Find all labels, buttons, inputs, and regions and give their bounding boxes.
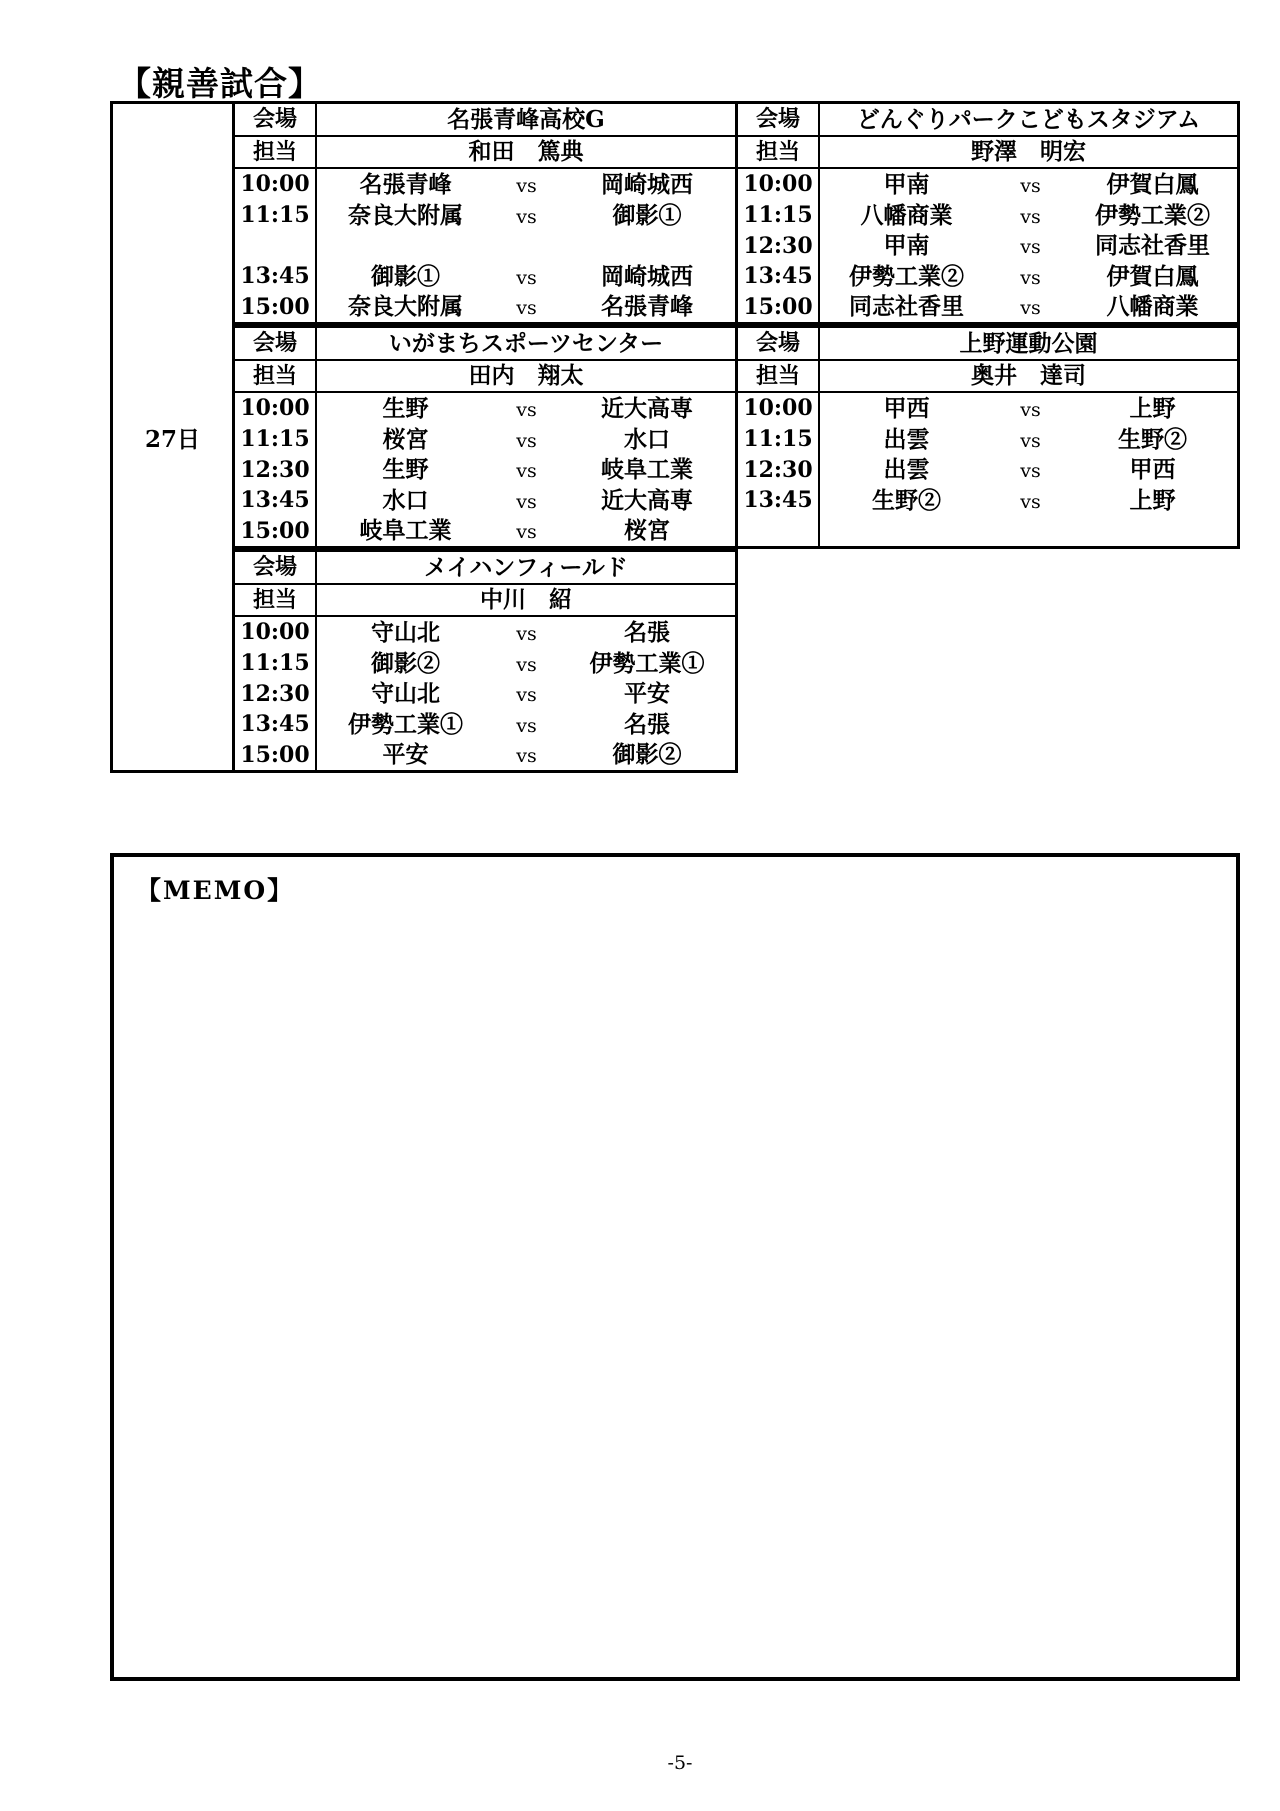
match-time: 15:00 — [235, 515, 317, 546]
away-team: 伊賀白鳳 — [1106, 262, 1199, 290]
home-team: 守山北 — [371, 680, 440, 708]
match-cells — [820, 393, 1237, 424]
venue-row — [738, 328, 1237, 361]
vs-label: vs — [516, 521, 537, 544]
match-row — [235, 678, 735, 709]
home-team: 生野 — [382, 456, 429, 484]
venue-block — [735, 101, 1240, 325]
away-team: 八幡商業 — [1106, 293, 1199, 321]
match-cells — [820, 424, 1237, 455]
venue-block — [232, 101, 738, 325]
vs-label: vs — [516, 266, 537, 289]
match-cells — [317, 617, 735, 648]
match-time: 10:00 — [235, 617, 317, 648]
match-time: 11:15 — [235, 200, 317, 231]
match-cells — [820, 291, 1237, 322]
venue-label: 会場 — [235, 328, 317, 359]
match-row — [235, 485, 735, 516]
match-cells — [820, 515, 1237, 546]
match-time: 11:15 — [738, 200, 820, 231]
home-team: 平安 — [382, 741, 429, 769]
staff-row — [738, 137, 1237, 170]
away-team: 岐阜工業 — [601, 456, 693, 484]
home-team: 御影② — [371, 649, 440, 677]
match-time: 10:00 — [738, 169, 820, 200]
home-team: 生野 — [382, 394, 429, 422]
away-team: 水口 — [624, 425, 670, 453]
match-row — [738, 515, 1237, 546]
match-row — [235, 454, 735, 485]
home-team: 生野② — [872, 486, 941, 514]
match-time — [738, 515, 820, 546]
away-team: 桜宮 — [624, 517, 670, 545]
match-time: 11:15 — [235, 648, 317, 679]
away-team: 御影① — [612, 201, 682, 229]
date-cell — [110, 101, 235, 773]
away-team: 伊賀白鳳 — [1106, 170, 1199, 198]
venue-row — [738, 104, 1237, 137]
vs-label — [494, 244, 559, 248]
match-row — [235, 261, 735, 292]
match-cells — [820, 485, 1237, 516]
match-cells — [317, 709, 735, 740]
match-row — [235, 230, 735, 261]
match-cells — [820, 261, 1237, 292]
match-time: 13:45 — [235, 485, 317, 516]
home-team: 奈良大附属 — [348, 293, 463, 321]
match-cells — [317, 230, 735, 261]
match-time: 11:15 — [235, 424, 317, 455]
venue-name: いがまちスポーツセンター — [388, 329, 664, 357]
match-row — [738, 169, 1237, 200]
match-row — [235, 393, 735, 424]
vs-label: vs — [1020, 490, 1041, 513]
staff-label: 担当 — [235, 137, 317, 168]
match-cells — [820, 230, 1237, 261]
match-time: 15:00 — [235, 739, 317, 770]
staff-label: 担当 — [738, 137, 820, 168]
staff-label: 担当 — [235, 585, 317, 616]
venue-row — [235, 552, 735, 585]
match-time: 15:00 — [235, 291, 317, 322]
home-team: 甲南 — [883, 170, 930, 198]
vs-label: vs — [1020, 174, 1041, 197]
away-team: 近大高専 — [601, 394, 693, 422]
vs-label: vs — [516, 398, 537, 421]
home-team: 御影① — [371, 262, 440, 290]
venue-row — [235, 328, 735, 361]
match-row — [235, 169, 735, 200]
memo-title: 【MEMO】 — [136, 876, 295, 905]
staff-name: 中川 紹 — [480, 586, 572, 614]
venue-block — [232, 325, 738, 549]
match-row — [738, 393, 1237, 424]
home-team: 出雲 — [883, 456, 930, 484]
match-row — [235, 200, 735, 231]
match-row — [738, 424, 1237, 455]
date-label: 27日 — [144, 425, 200, 453]
match-time: 12:30 — [738, 230, 820, 261]
away-team: 生野② — [1118, 425, 1187, 453]
vs-label: vs — [516, 460, 537, 483]
vs-label: vs — [1020, 460, 1041, 483]
venue-name: メイハンフィールド — [424, 553, 628, 581]
match-cells — [820, 454, 1237, 485]
match-row — [235, 739, 735, 770]
staff-name: 野澤 明宏 — [971, 138, 1086, 166]
match-row — [738, 230, 1237, 261]
match-cells — [317, 424, 735, 455]
match-row — [235, 515, 735, 546]
vs-label: vs — [516, 429, 537, 452]
away-team: 岡崎城西 — [601, 170, 693, 198]
vs-label: vs — [516, 174, 537, 197]
match-row — [235, 709, 735, 740]
section-title: 【親善試合】 — [118, 64, 322, 103]
match-cells — [317, 739, 735, 770]
home-team: 桜宮 — [382, 425, 429, 453]
staff-name: 田内 翔太 — [468, 362, 584, 390]
match-time: 12:30 — [235, 678, 317, 709]
match-cells — [820, 169, 1237, 200]
home-team: 岐阜工業 — [359, 517, 452, 545]
match-cells — [317, 200, 735, 231]
venue-name: どんぐりパークこどもスタジアム — [856, 105, 1201, 133]
away-team: 伊勢工業② — [1095, 201, 1210, 229]
home-team: 奈良大附属 — [348, 201, 463, 229]
match-time: 13:45 — [235, 261, 317, 292]
home-team: 伊勢工業① — [348, 710, 463, 738]
vs-label: vs — [516, 653, 537, 676]
vs-label: vs — [516, 745, 537, 768]
venue-row — [235, 104, 735, 137]
venue-label: 会場 — [235, 552, 317, 583]
vs-label: vs — [1020, 266, 1041, 289]
vs-label: vs — [1020, 297, 1041, 320]
match-cells — [317, 169, 735, 200]
away-team: 上野 — [1129, 394, 1176, 422]
staff-row — [235, 137, 735, 170]
home-team: 甲西 — [883, 394, 930, 422]
vs-label: vs — [1020, 398, 1041, 421]
away-team: 名張青峰 — [601, 293, 693, 321]
away-team: 同志社香里 — [1095, 232, 1210, 260]
home-team: 伊勢工業② — [849, 262, 964, 290]
away-team: 名張 — [624, 618, 670, 646]
match-row — [738, 261, 1237, 292]
vs-label: vs — [1020, 429, 1041, 452]
match-cells — [317, 678, 735, 709]
home-team: 同志社香里 — [849, 293, 964, 321]
vs-label: vs — [1020, 236, 1041, 259]
venue-label: 会場 — [738, 104, 820, 135]
match-time: 10:00 — [235, 393, 317, 424]
home-team: 八幡商業 — [860, 201, 953, 229]
away-team: 上野 — [1129, 486, 1176, 514]
staff-row — [738, 361, 1237, 394]
memo-box — [110, 853, 1240, 1681]
away-team: 近大高専 — [601, 486, 693, 514]
staff-label: 担当 — [235, 361, 317, 392]
match-cells — [820, 200, 1237, 231]
match-row — [738, 291, 1237, 322]
match-cells — [317, 485, 735, 516]
home-team: 甲南 — [883, 232, 930, 260]
match-cells — [317, 261, 735, 292]
match-row — [235, 291, 735, 322]
venue-label: 会場 — [235, 104, 317, 135]
match-time: 15:00 — [738, 291, 820, 322]
staff-name: 和田 篤典 — [468, 138, 584, 166]
match-time: 12:30 — [235, 454, 317, 485]
match-cells — [317, 291, 735, 322]
vs-label: vs — [516, 622, 537, 645]
match-row — [235, 424, 735, 455]
home-team: 守山北 — [371, 618, 440, 646]
venue-label: 会場 — [738, 328, 820, 359]
match-time: 10:00 — [738, 393, 820, 424]
vs-label: vs — [516, 714, 537, 737]
staff-name: 奥井 達司 — [971, 362, 1086, 390]
match-cells — [317, 393, 735, 424]
vs-label — [993, 529, 1068, 533]
venue-block — [735, 325, 1240, 549]
home-team: 名張青峰 — [359, 170, 452, 198]
home-team: 水口 — [382, 486, 429, 514]
venue-name: 名張青峰高校G — [447, 105, 605, 133]
vs-label: vs — [516, 684, 537, 707]
match-time: 13:45 — [738, 261, 820, 292]
venue-name: 上野運動公園 — [959, 329, 1098, 357]
match-row — [235, 617, 735, 648]
staff-row — [235, 585, 735, 618]
home-team: 出雲 — [883, 425, 930, 453]
match-time — [235, 230, 317, 261]
match-cells — [317, 648, 735, 679]
match-time: 12:30 — [738, 454, 820, 485]
staff-label: 担当 — [738, 361, 820, 392]
vs-label: vs — [516, 205, 537, 228]
vs-label: vs — [516, 490, 537, 513]
away-team: 甲西 — [1129, 456, 1176, 484]
match-time: 11:15 — [738, 424, 820, 455]
match-time: 13:45 — [738, 485, 820, 516]
away-team: 伊勢工業① — [589, 649, 705, 677]
match-cells — [317, 454, 735, 485]
staff-row — [235, 361, 735, 394]
match-row — [738, 454, 1237, 485]
vs-label: vs — [516, 297, 537, 320]
page-number: -5- — [667, 1752, 693, 1774]
match-time: 10:00 — [235, 169, 317, 200]
match-row — [235, 648, 735, 679]
match-time: 13:45 — [235, 709, 317, 740]
match-row — [738, 485, 1237, 516]
match-row — [738, 200, 1237, 231]
away-team: 名張 — [624, 710, 670, 738]
away-team: 御影② — [612, 741, 682, 769]
vs-label: vs — [1020, 205, 1041, 228]
away-team: 平安 — [624, 680, 670, 708]
match-cells — [317, 515, 735, 546]
away-team: 岡崎城西 — [601, 262, 693, 290]
venue-block — [232, 549, 738, 773]
